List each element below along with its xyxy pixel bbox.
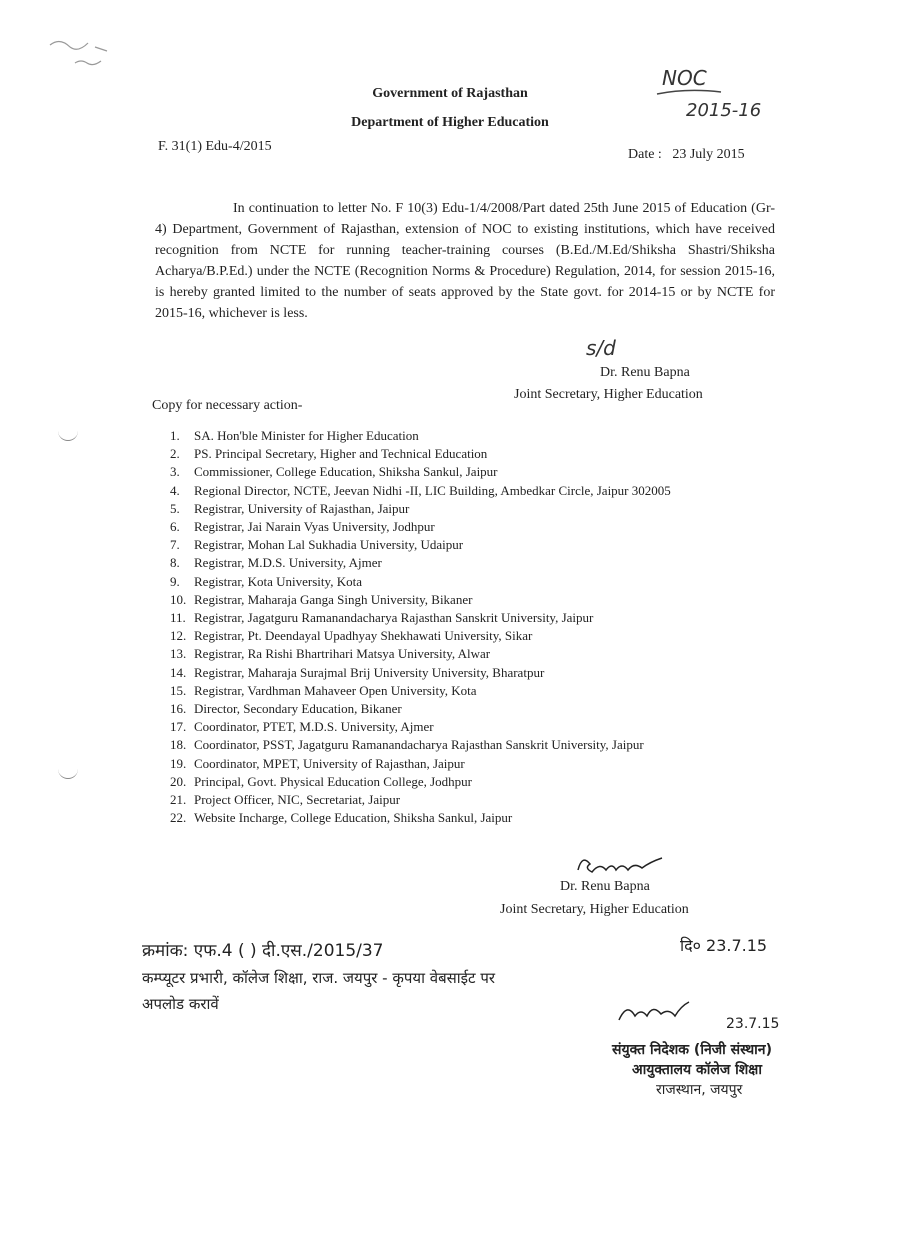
reference-number: F. 31(1) Edu-4/2015	[158, 139, 272, 154]
list-item: 20. Principal, Govt. Physical Education College, Jodhpur	[170, 773, 473, 789]
website-upload-note: कम्प्यूटर प्रभारी, कॉलेज शिक्षा, राज. जयपुर - कृपया वेबसाईट पर	[142, 969, 496, 987]
stamp-designation: संयुक्त निदेशक (निजी संस्थान)	[612, 1042, 772, 1058]
list-item: 11. Registrar, Jagatguru Ramanandacharya Rajasthan Sanskrit University, Jaipur	[170, 610, 594, 626]
stamp-location: राजस्थान, जयपुर	[656, 1082, 743, 1098]
letter-date: Date : 23 July 2015	[628, 147, 745, 162]
list-item: 21. Project Officer, NIC, Secretariat, Jaipur	[170, 792, 401, 808]
sd-mark: s/d	[586, 336, 616, 360]
handwritten-signature	[572, 850, 672, 880]
list-item: 15. Registrar, Vardhman Mahaveer Open University, Kota	[170, 682, 477, 698]
list-item: 4. Regional Director, NCTE, Jeevan Nidhi -II, LIC Building, Ambedkar Circle, Jaipur 302005	[170, 482, 671, 498]
initials-date: 23.7.15	[726, 1016, 780, 1032]
header-government: Government of Rajasthan	[372, 86, 528, 101]
punch-hole-mark	[58, 766, 78, 779]
list-item: 14. Registrar, Maharaja Surajmal Brij University University, Bharatpur	[170, 664, 545, 680]
corner-scribble	[45, 35, 145, 75]
signatory-name-2: Dr. Renu Bapna	[560, 879, 650, 894]
dispatch-date-note: दि० 23.7.15	[680, 936, 768, 955]
list-item: 10. Registrar, Maharaja Ganga Singh University, Bikaner	[170, 591, 473, 607]
list-item: 6. Registrar, Jai Narain Vyas University, Jodhpur	[170, 519, 435, 535]
list-item: 9. Registrar, Kota University, Kota	[170, 573, 362, 589]
list-item: 18. Coordinator, PSST, Jagatguru Ramanandacharya Rajasthan Sanskrit University, Jaipur	[170, 737, 644, 753]
copy-list	[170, 427, 671, 827]
list-item: 19. Coordinator, MPET, University of Rajasthan, Jaipur	[170, 755, 465, 771]
session-annotation: 2015-16	[686, 100, 762, 121]
list-item: 1. SA. Hon'ble Minister for Higher Education	[170, 428, 419, 443]
list-item: 3. Commissioner, College Education, Shiksha Sankul, Jaipur	[170, 464, 498, 480]
list-item: 2. PS. Principal Secretary, Higher and Technical Education	[170, 446, 488, 462]
list-item: 7. Registrar, Mohan Lal Sukhadia University, Udaipur	[170, 537, 464, 553]
list-item: 5. Registrar, University of Rajasthan, Jaipur	[170, 500, 410, 516]
list-item: 17. Coordinator, PTET, M.D.S. University, Ajmer	[170, 719, 434, 735]
signatory-title-2: Joint Secretary, Higher Education	[500, 902, 689, 917]
body-paragraph: In continuation to letter No. F 10(3) Edu-1/4/2008/Part dated 25th June 2015 of Education (Gr-4) Department, Government of Rajasthan, extension of NOC to existing institutions, which have received recognition from NCTE for running teacher-training courses (B.Ed./M.Ed/Shiksha Shastri/Shiksha Acharya/B.P.Ed.) under the NCTE (Recognition Norms & Procedure) Regulation, 2014, for session 2015-16, is hereby granted limited to the number of seats approved by the State govt. for 2014-15 or by NCTE for 2015-16, whichever is less.	[155, 201, 775, 321]
list-item: 12. Registrar, Pt. Deendayal Upadhyay Shekhawati University, Sikar	[170, 628, 533, 644]
list-item: 8. Registrar, M.D.S. University, Ajmer	[170, 555, 382, 571]
signatory-title-1: Joint Secretary, Higher Education	[514, 387, 703, 402]
header-department: Department of Higher Education	[351, 115, 549, 130]
list-item: 16. Director, Secondary Education, Bikaner	[170, 701, 402, 717]
punch-hole-mark	[58, 428, 78, 441]
list-item: 22. Website Incharge, College Education, Shiksha Sankul, Jaipur	[170, 810, 513, 826]
signatory-name-1: Dr. Renu Bapna	[600, 365, 690, 380]
noc-annotation: NOC	[662, 66, 707, 90]
copy-heading: Copy for necessary action-	[152, 398, 303, 413]
initials-signature	[615, 1000, 705, 1030]
upload-note: अपलोड करावें	[142, 995, 219, 1013]
dispatch-number-note: क्रमांक: एफ.4 ( ) दी.एस./2015/37	[142, 941, 384, 961]
stamp-office: आयुक्तालय कॉलेज शिक्षा	[632, 1062, 762, 1078]
list-item: 13. Registrar, Ra Rishi Bhartrihari Matsya University, Alwar	[170, 646, 491, 662]
